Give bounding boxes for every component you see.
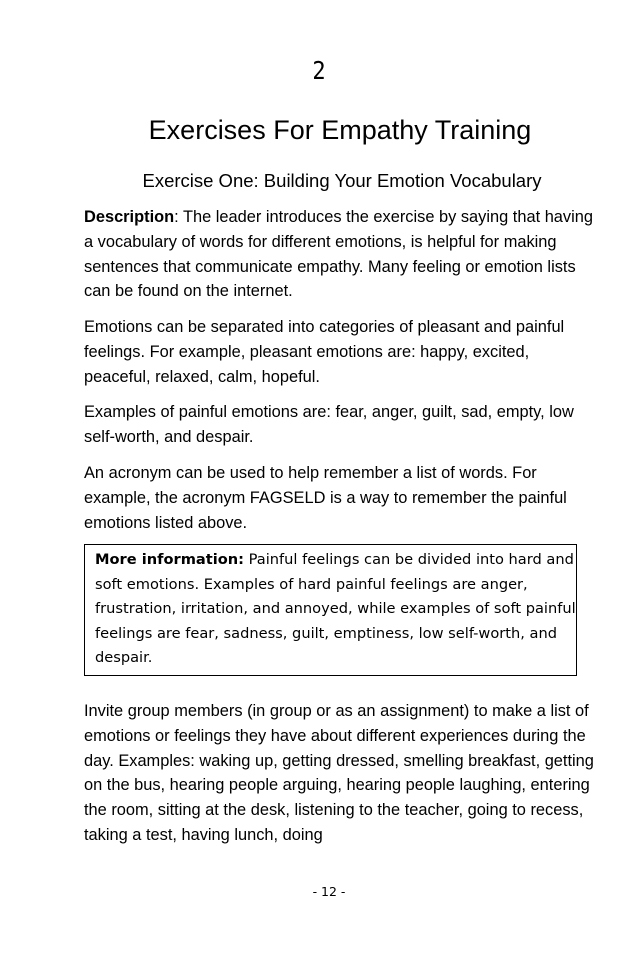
invite-group-paragraph: Invite group members (in group or as an assignment) to make a list of emotions or feelings they have about different experiences during the day. Examples: waking up, getting dressed, smelling breakfast, getting on the bus, hearing people arguing, hearing people laughing, entering the room, sitting at the desk, listening to the teacher, going to recess, taking a test, having lunch, doing bbox=[84, 702, 594, 844]
acronym-paragraph: An acronym can be used to help remember a list of words. For example, the acronym FAGSELD is a way to remember the painful emotions listed above. bbox=[84, 464, 567, 532]
description-paragraph bbox=[84, 205, 598, 304]
pleasant-emotions-paragraph: Emotions can be separated into categories of pleasant and painful feelings. For example, pleasant emotions are: happy, excited, peaceful, relaxed, calm, hopeful. bbox=[84, 318, 565, 386]
chapter-number: 2 bbox=[312, 57, 326, 86]
info-box-text: Painful feelings can be divided into hard and soft emotions. Examples of hard painful feelings are anger, frustration, irritation, and annoyed, while examples of soft painful feelings are fear, sadness, guilt, emptiness, low self-worth, and despair. bbox=[95, 551, 576, 667]
page-number: - 12 - bbox=[312, 884, 346, 899]
more-information-box bbox=[84, 544, 577, 676]
description-text: : The leader introduces the exercise by saying that having a vocabulary of words for different emotions, is helpful for making sentences that communicate empathy. Many feeling or emotion lists can be found on the internet. bbox=[84, 208, 593, 301]
painful-emotions-paragraph: Examples of painful emotions are: fear, anger, guilt, sad, empty, low self-worth, and despair. bbox=[84, 403, 574, 446]
info-box-label: More information: bbox=[95, 551, 244, 568]
description-label: Description bbox=[84, 208, 175, 226]
chapter-title: Exercises For Empathy Training bbox=[148, 115, 532, 145]
exercise-subtitle: Exercise One: Building Your Emotion Vocabulary bbox=[142, 170, 542, 191]
